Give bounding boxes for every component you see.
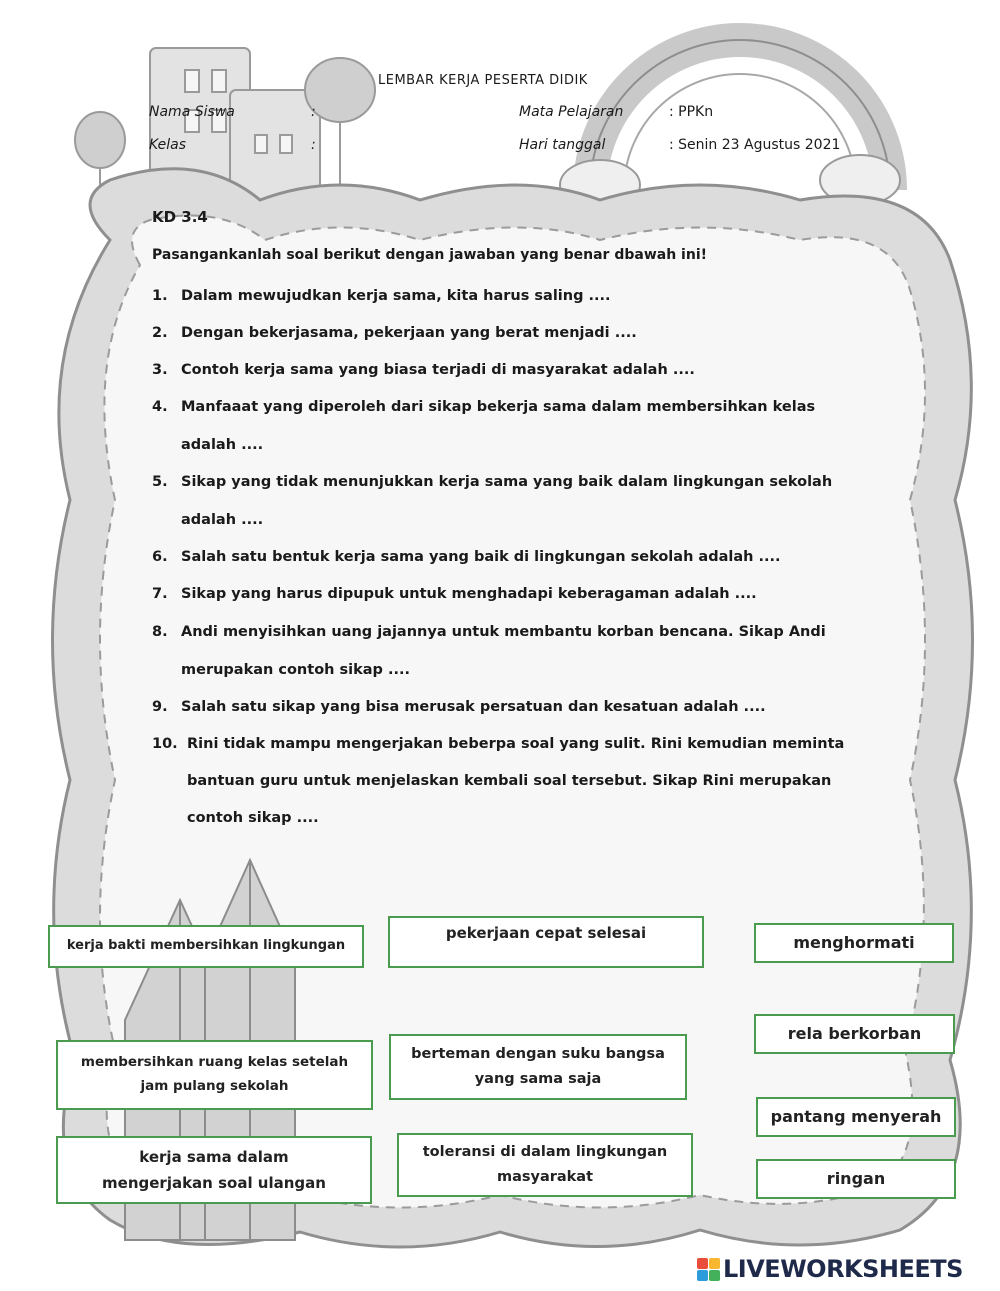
kd-label: KD 3.4 (152, 208, 208, 226)
question-number: 10. (152, 736, 178, 752)
subject-value: : PPKn (669, 104, 714, 120)
logo-icon (697, 1258, 720, 1281)
question-text: Salah satu bentuk kerja sama yang baik di lingkungan sekolah adalah .... (181, 549, 781, 565)
answer-tile[interactable]: rela berkorban (754, 1014, 955, 1054)
question-text: Salah satu sikap yang bisa merusak persatuan dan kesatuan adalah .... (181, 699, 766, 715)
question-number: 2. (152, 325, 168, 341)
question-number: 3. (152, 362, 168, 378)
question-item (152, 463, 872, 539)
question-text: Contoh kerja sama yang biasa terjadi di masyarakat adalah .... (181, 362, 695, 378)
student-name-label: Nama Siswa (149, 104, 235, 120)
question-item (152, 314, 872, 352)
question-number: 7. (152, 586, 168, 602)
question-number: 1. (152, 288, 168, 304)
rainbow-illustration (560, 40, 900, 210)
class-label: Kelas (149, 137, 187, 153)
answer-tile[interactable]: pekerjaan cepat selesai (388, 916, 704, 968)
student-name-colon: : (311, 104, 316, 120)
question-text: Manfaaat yang diperoleh dari sikap bekerja sama dalam membersihkan kelas adalah .... (181, 399, 816, 453)
question-item (152, 351, 872, 389)
answer-tile[interactable]: ringan (756, 1159, 956, 1199)
question-number: 6. (152, 549, 168, 565)
instruction-text: Pasangankanlah soal berikut dengan jawaban yang benar dbawah ini! (152, 247, 707, 263)
liveworksheets-logo[interactable] (697, 1255, 963, 1283)
question-item (152, 277, 872, 315)
question-text: Andi menyisihkan uang jajannya untuk membantu korban bencana. Sikap Andi merupakan contoh sikap .... (181, 624, 826, 678)
worksheet-title: LEMBAR KERJA PESERTA DIDIK (378, 73, 588, 88)
date-value: : Senin 23 Agustus 2021 (669, 137, 841, 153)
answer-tile[interactable]: berteman dengan suku bangsa yang sama saja (389, 1034, 687, 1100)
question-item (152, 388, 852, 464)
question-item (152, 688, 872, 726)
date-label: Hari tanggal (519, 137, 606, 153)
logo-text: LIVEWORKSHEETS (723, 1255, 963, 1283)
answer-tile[interactable]: kerja bakti membersihkan lingkungan (48, 925, 364, 968)
answer-tile[interactable]: kerja sama dalam mengerjakan soal ulangan (56, 1136, 372, 1204)
question-text: Rini tidak mampu mengerjakan beberpa soal yang sulit. Rini kemudian meminta bantuan guru untuk menjelaskan kembali soal tersebut. Sikap Rini merupakan contoh sikap .... (187, 736, 845, 826)
question-item (152, 613, 862, 689)
question-text: Dalam mewujudkan kerja sama, kita harus saling .... (181, 288, 611, 304)
question-item (152, 538, 872, 576)
question-number: 9. (152, 699, 168, 715)
question-number: 4. (152, 399, 168, 415)
answer-tile[interactable]: toleransi di dalam lingkungan masyarakat (397, 1133, 693, 1197)
question-number: 5. (152, 474, 168, 490)
answer-tile[interactable]: pantang menyerah (756, 1097, 956, 1137)
question-text: Dengan bekerjasama, pekerjaan yang berat menjadi .... (181, 325, 637, 341)
question-item (152, 575, 872, 613)
question-number: 8. (152, 624, 168, 640)
question-text: Sikap yang harus dipupuk untuk menghadapi keberagaman adalah .... (181, 586, 757, 602)
question-text: Sikap yang tidak menunjukkan kerja sama yang baik dalam lingkungan sekolah adalah .... (181, 474, 833, 528)
question-item (152, 726, 877, 837)
class-colon: : (311, 137, 316, 153)
answer-tile[interactable]: menghormati (754, 923, 954, 963)
answer-tile[interactable]: membersihkan ruang kelas setelah jam pulang sekolah (56, 1040, 373, 1110)
subject-label: Mata Pelajaran (519, 104, 624, 120)
